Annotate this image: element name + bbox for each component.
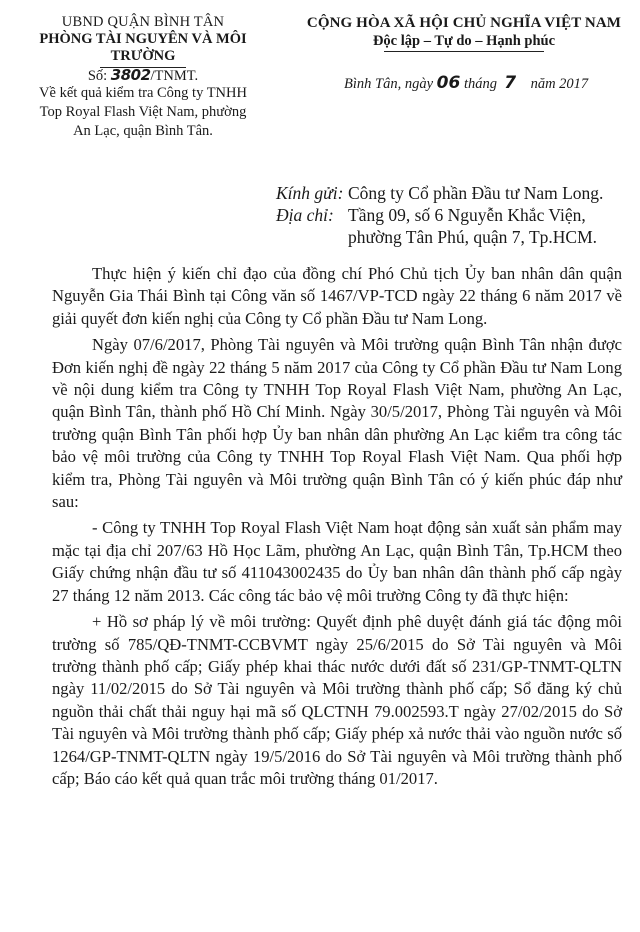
letter-body — [52, 263, 622, 794]
subject-line: An Lạc, quận Bình Tân. — [73, 123, 213, 139]
department-name: PHÒNG TÀI NGUYÊN VÀ MÔI TRƯỜNG — [39, 31, 247, 64]
subject-block — [8, 84, 278, 141]
national-motto: Độc lập – Tự do – Hạnh phúc — [372, 33, 556, 49]
doc-number-suffix: /TNMT. — [150, 68, 199, 84]
date-year: năm 2017 — [530, 76, 589, 92]
subject-line: Về kết quả kiểm tra Công ty TNHH — [39, 85, 247, 101]
to-label: Kính gửi: — [276, 183, 344, 203]
agency-name: UBND QUẬN BÌNH TÂN — [61, 14, 225, 30]
date-month-label: tháng — [463, 76, 497, 92]
date-line — [344, 74, 634, 93]
address-line: phường Tân Phú, quận 7, Tp.HCM. — [348, 227, 597, 247]
national-header — [290, 14, 638, 52]
body-paragraph: + Hồ sơ pháp lý về môi trường: Quyết định phê duyệt đánh giá tác động môi trường số 785/QĐ-TNMT-CCBVMT ngày 25/6/2015 do Sở Tài nguyên và Môi trường thành phố cấp; Giấy phép khai thác nước dưới đất số 231/GP-TNMT-QLTN ngày 11/02/2015 do Sở Tài nguyên và Môi trường thành phố cấp; Sổ đăng ký chủ nguồn thải chất thải nguy hại mã số QLCTNH 79.002593.T ngày 27/02/2015 do Sở Tài nguyên và Môi trường thành phố cấp; Giấy phép xả nước thải vào nguồn nước số 1264/GP-TNMT-QLTN ngày 19/5/2016 do Sở Tài nguyên và Môi trường thành phố cấp; Báo cáo kết quả quan trắc môi trường tháng 01/2017. — [52, 612, 622, 788]
document-number — [8, 66, 278, 85]
address-label: Địa chỉ: — [276, 205, 334, 225]
issuing-authority — [8, 14, 278, 68]
doc-number-prefix: Số: — [87, 68, 108, 84]
subject-line: Top Royal Flash Việt Nam, phường — [39, 104, 247, 120]
body-paragraph: - Công ty TNHH Top Royal Flash Việt Nam hoạt động sản xuất sản phẩm may mặc tại địa chỉ 207/63 Hồ Học Lãm, phường An Lạc, quận Bình Tân, Tp.HCM theo Giấy chứng nhận đầu tư số 411043002435 do Ủy ban nhân dân thành phố cấp ngày 27 tháng 12 năm 2013. Các công tác bảo vệ môi trường Công ty đã thực hiện: — [52, 518, 622, 605]
date-day: 06 — [436, 73, 461, 93]
date-month: 7 — [504, 73, 517, 93]
to-value: Công ty Cổ phần Đầu tư Nam Long. — [348, 183, 604, 203]
doc-number-handwritten: 3802 — [110, 66, 151, 84]
date-place: Bình Tân, ngày — [344, 76, 434, 92]
body-paragraph: Thực hiện ý kiến chỉ đạo của đồng chí Phó Chủ tịch Ủy ban nhân dân quận Nguyễn Gia Thái Bình tại Công văn số 1467/VP-TCD ngày 22 tháng 6 năm 2017 về giải quyết đơn kiến nghị của Công ty Cổ phần Đầu tư Nam Long. — [52, 264, 622, 328]
body-paragraph: Ngày 07/6/2017, Phòng Tài nguyên và Môi trường quận Bình Tân nhận được Đơn kiến nghị đề ngày 22 tháng 5 năm 2017 của Công ty Cổ phần Đầu tư Nam Long về nội dung kiểm tra Công ty TNHH Top Royal Flash Việt Nam, phường An Lạc, quận Bình Tân, thành phố Hồ Chí Minh. Ngày 30/5/2017, Phòng Tài nguyên và Môi trường quận Bình Tân phối hợp Ủy ban nhân dân phường An Lạc kiểm tra công tác bảo vệ môi trường của Công ty TNHH Top Royal Flash Việt Nam. Qua phối hợp kiểm tra, Phòng Tài nguyên và Môi trường quận Bình Tân có ý kiến phúc đáp như sau: — [52, 335, 622, 512]
header-underline-right — [384, 51, 544, 52]
recipient-block — [276, 182, 636, 248]
address-line: Tầng 09, số 6 Nguyễn Khắc Viện, — [348, 205, 586, 225]
nation-name: CỘNG HÒA XÃ HỘI CHỦ NGHĨA VIỆT NAM — [306, 15, 622, 31]
